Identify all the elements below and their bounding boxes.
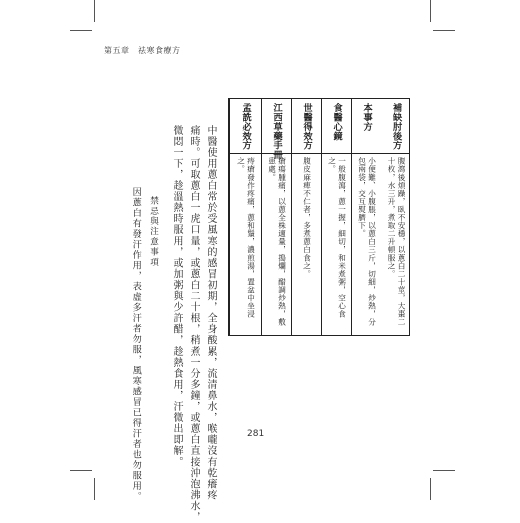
page-number: 281 xyxy=(247,429,265,439)
column-title: 孟詵必效方 xyxy=(240,103,252,150)
table-column xyxy=(229,99,261,335)
table-column xyxy=(321,99,351,335)
paragraph-line: 中醫使用蔥白常於受風寒的感冒初期，全身酸累，流清鼻水，喉嚨沒有乾癢疼 xyxy=(205,125,216,501)
table-column xyxy=(261,99,291,335)
column-content: 一般腹瀉，蔥一握，細切，和米煮粥，空心食之。 xyxy=(327,157,347,318)
note-line: 因蔥白有發汗作用，表虛多汗者勿服，風寒感冒已得汗者也勿服用。 xyxy=(130,187,142,502)
table-column xyxy=(351,99,381,335)
crop-mark xyxy=(94,0,95,22)
note-title: 禁忌與注意事項 xyxy=(148,196,159,268)
table-column xyxy=(381,99,411,335)
column-title: 世醫得效方 xyxy=(301,103,313,150)
crop-mark xyxy=(430,0,431,22)
column-title: 食醫心鏡 xyxy=(331,103,343,141)
paragraph-line: 微悶一下，趁溫熱時服用，或加粥與少許醋，趁熱食用，汗微出即解。 xyxy=(171,125,182,468)
recipe-table xyxy=(228,98,410,336)
crop-mark xyxy=(94,478,95,500)
crop-mark xyxy=(70,30,92,31)
crop-mark xyxy=(70,470,92,471)
column-content: 腹皮麻痺不仁者，多煮蔥白食之。 xyxy=(302,157,312,278)
column-content: 痔瘡發作疼痛，蔥和鬚，濃煎湯，置盆中坐浸之。 xyxy=(236,157,256,318)
table-column xyxy=(291,99,321,335)
crop-mark xyxy=(433,470,455,471)
column-title: 本事方 xyxy=(361,103,373,132)
header-divider xyxy=(229,153,409,154)
running-head: 第五章 祛寒食療方 xyxy=(104,46,181,55)
column-content: 腹瀉後煩躁，臥不安穩，以蔥白二十莖，大棗二十枚，水三升，煮取二升頓服之。 xyxy=(387,157,407,327)
crop-mark xyxy=(430,478,431,500)
column-content: 瘡瘍腫痛，以蔥全株適量，搗爛，醋調炒熱，敷患處。 xyxy=(267,157,287,327)
paragraph-line: 痛時。可取蔥白一虎口量，或蔥白二十根，稍煮一分多鐘，或蔥白直接沖泡沸水， xyxy=(188,125,199,523)
column-content: 小便難、小腹脹，以蔥白三斤，切細，炒熱，分包兩袋，交互熨臍下。 xyxy=(357,157,377,327)
column-title: 江西草藥手冊 xyxy=(271,103,283,160)
column-title: 補缺肘後方 xyxy=(390,103,402,150)
crop-mark xyxy=(433,30,455,31)
